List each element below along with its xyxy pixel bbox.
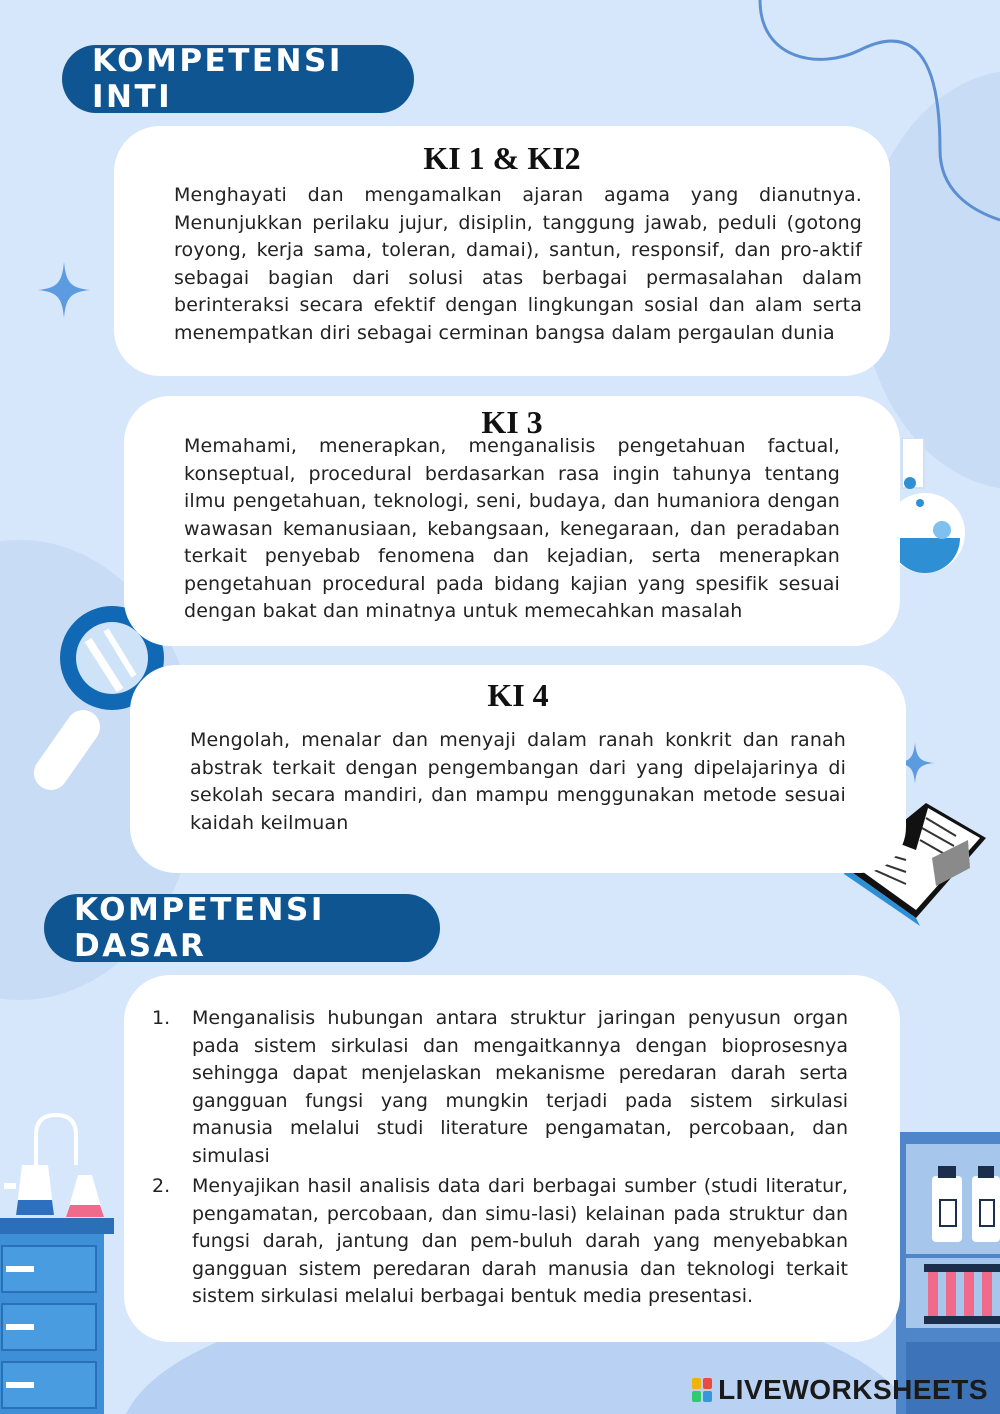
- section-title-kompetensi-inti: [62, 45, 414, 113]
- section-title-text: KOMPETENSI INTI: [92, 43, 343, 115]
- ki-card-4: [130, 665, 906, 873]
- ki-card-title: KI 4: [487, 677, 549, 713]
- ki-card-title: KI 3: [481, 404, 543, 440]
- section-title-kompetensi-dasar: [44, 894, 440, 962]
- lab-glassware-icon: [0, 1105, 120, 1225]
- brand-wordmark: LIVEWORKSHEETS: [718, 1374, 988, 1405]
- ki-card-3: [124, 396, 900, 646]
- ki-card-body: Mengolah, menalar dan menyaji dalam ranah konkrit dan ranah abstrak terkait dengan pengembangan dari yang dipelajarinya di sekolah secara mandiri, dan mampu menggunakan metode sesuai kaidah keilmuan: [190, 729, 846, 834]
- list-item-text: Menyajikan hasil analisis data dari berbagai sumber (studi literatur, pengamatan, percobaan, dan simu-lasi) kelainan pada struktur dan fungsi darah, jantung dan pem-buluh darah yang menyebabkan gangguan sistem peredaran darah manusia dan teknologi terkait sistem sirkulasi melalui berbagai bentuk media presentasi.: [192, 1175, 848, 1307]
- list-item-number: 2.: [152, 1175, 171, 1197]
- liveworksheets-logo-icon: [692, 1378, 712, 1402]
- ki-card-title: KI 1 & KI2: [423, 140, 581, 176]
- sparkle-icon: [38, 262, 90, 318]
- lab-cabinet-icon: [0, 1218, 120, 1414]
- section-title-text: KOMPETENSI DASAR: [74, 892, 325, 964]
- lab-shelf-icon: [896, 1132, 1000, 1414]
- ki-card-body: Memahami, menerapkan, menganalisis pengetahuan factual, konseptual, procedural berdasarkan rasa ingin tahunya tentang ilmu pengetahuan, teknologi, seni, budaya, dan humaniora dengan wawasan kemanusiaan, kebangsaan, kenegaraan, dan peradaban terkait penyebab fenomena dan kejadian, serta menerapkan pengetahuan procedural pada bidang kajian yang spesifik sesuai dengan bakat dan minatnya untuk memecahkan masalah: [184, 435, 840, 622]
- list-item-text: Menganalisis hubungan antara struktur jaringan penyusun organ pada sistem sirkulasi dan mengaitkannya dengan bioprosesnya sehingga dapat menjelaskan mekanisme peredaran darah serta gangguan fungsi yang mungkin terjadi pada sistem sirkulasi manusia melalui studi literature pengamatan, percobaan, dan simulasi: [192, 1007, 848, 1167]
- kd-card: [124, 975, 900, 1342]
- ki-card-body: Menghayati dan mengamalkan ajaran agama yang dianutnya. Menunjukkan perilaku jujur, disiplin, tanggung jawab, peduli (gotong royong, kerja sama, toleran, damai), santun, responsif, dan pro-aktif sebagai bagian dari solusi atas berbagai permasalahan dalam berinteraksi secara efektif dengan lingkungan sosial dan alam serta menempatkan diri sebagai cerminan bangsa dalam pergaulan dunia: [174, 184, 862, 344]
- liveworksheets-brand: [692, 1374, 988, 1406]
- list-item-number: 1.: [152, 1007, 171, 1029]
- ki-card-1-2: [114, 126, 890, 376]
